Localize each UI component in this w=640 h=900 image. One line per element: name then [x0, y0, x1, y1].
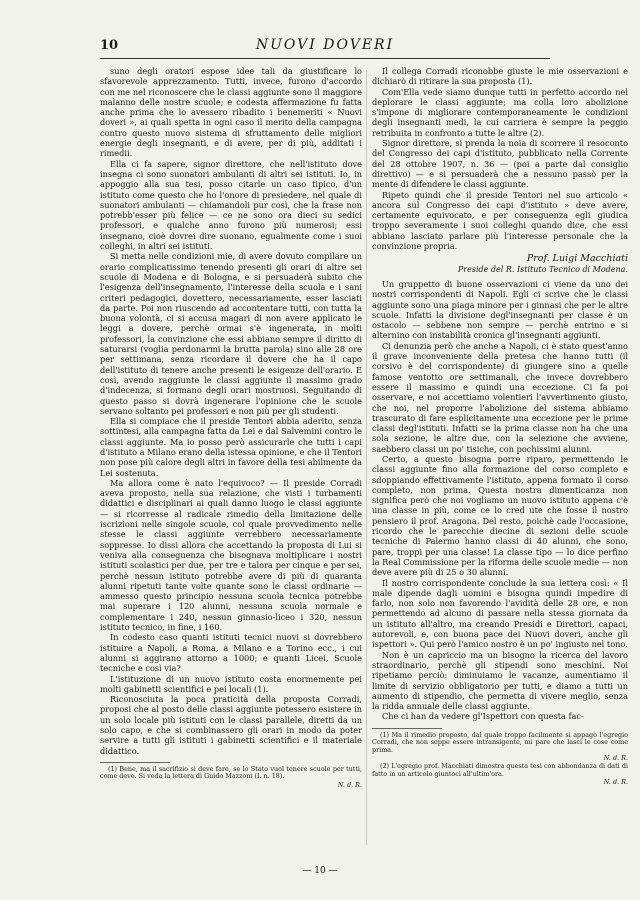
left-column — [100, 66, 362, 790]
paragraph: Signor direttore, si prenda la noia di scorrere il resoconto del Congresso dei capi d'istituto, pubblicato nella Corrente del 28 ottobre 1907, n. 36 — (poi a parte dal consiglio direttivo) — e si persuaderà che a nessuno passò per la mente di difendere le classi aggiunte. — [372, 138, 628, 190]
journal-title: NUOVI DOVERI — [255, 37, 395, 53]
footnote-separator — [372, 728, 442, 729]
footnotes — [372, 732, 628, 787]
footnotes — [100, 766, 362, 790]
paragraph: Il collega Corradi riconobbe giuste le mie osservazioni e dichiarò di ritirare la sua proposta (1). — [372, 66, 628, 87]
signature-block — [372, 254, 628, 275]
running-header — [100, 36, 550, 59]
paragraph: L'istituzione di un nuovo istituto costa enormemente pei molti gabinetti scientifici e pei locali (1). — [100, 673, 362, 694]
paragraph: Si metta nelle condizioni mie, di avere dovuto compilare un orario complicatissimo tenendo presenti gli orari di altre sei scuole di Modena e di Bologna, e si persuaderà subito che l'esigenza dell'insegnamento, l'interesse della scuola e i sani criteri pedagogici, dovettero, necessariamente, esser lasciati da parte. Poi non riuscendo ad accontentare tutti, con tutta la buona volontà, ci si accusa magari di non avere applicato le leggi a dovere, perchè ormai s'è ingenerata, in molti professori, la convinzione che essi abbiano sempre il diritto di saturarsi (voglia perdonarmi la brutta parola) sino alle 28 ore per settimana, senza ricordare il dovere che ha il capo dell'istituto di tenere anche presenti le esigenze dell'orario. E così, avendo raggiunte le classi aggiunte il massimo grado d'indecenza, si formano degli orari mostruosi. Seguitando di questo passo si dovrà ingenerare l'opinione che le scuole servano soltanto pei professori e non più per gli studenti. — [100, 251, 362, 416]
footnote-sign: N. d. R. — [337, 781, 362, 790]
footnote-separator — [100, 762, 170, 763]
signature-name: Prof. Luigi Macchiati — [526, 253, 628, 265]
page-footer: — 10 — — [302, 866, 338, 876]
right-column — [372, 66, 628, 787]
paragraph: Un gruppetto di buone osservazioni ci viene da uno dei nostri corrispondenti di Napoli. Egli ci scrive che le classi aggiunte sono una piaga minore per i ginnasi che per le altre scuole. Infatti la divisione degl'insegnanti per classe è un ostacolo — sebbene non sempre — perchè entrino e si alternino con instabilità cronica gl'insegnanti aggiunti. — [372, 278, 628, 341]
footnote: (1) Ma il rimedio proposto, dal quale troppo facilmente si appagò l'egregio Corradi, che non seppe essere intransigente, mi pare che lasci le cose come prima. — [372, 730, 628, 754]
paragraph: Ella ci fa sapere, signor direttore, che nell'istituto dove insegna ci sono suonatori ambulanti di altri sei istituti. Io, in appoggio alla sua tesi, posso citarle un caso tipico, d'un istituto come questo che ho l'onore di presiedere, nel quale di suonatori ambulanti — chiamandoli pur così, che la frase non potrebb'esser più felice — ce ne sono ora dieci su sedici professori, e qualche anno furono più numerosi; essi insegnano, cioè dovrei dire suonano, egualmente come i suoi colleghi, in altri sei istituti. — [100, 158, 362, 252]
footnote: (2) L'egregio prof. Macchiati dimostra questa tesi con abbondanza di dati di fatto in un articolo giuntoci all'ultim'ora. — [372, 762, 628, 778]
footnote-sign: N. d. R. — [603, 754, 628, 763]
column-divider — [366, 70, 367, 845]
page-number: 10 — [100, 38, 119, 53]
paragraph: Com'Ella vede siamo dunque tutti in perfetto accordo nel deplorare le classi aggiunte; ma colla loro abolizione s'impone di migliorare contemporaneamente le condizioni degli insegnanti medi, la cui carriera è sempre la peggio retribuita in confronto a tutte le altre (2). — [372, 86, 628, 138]
footnote-sign: N. d. R. — [603, 778, 628, 787]
footnote: (1) Bene, ma il sacrifizio si deve fare, se lo Stato vuol tenere scuole per tutti, come deve. Si veda la lettera di Guido Mazzoni (I. n. 18). — [100, 764, 362, 781]
paragraph: Ella si compiace che il preside Tentori abbia aderito, senza sottintesi, alla campagna fatta da Lei e dal Salvemini contro le classi aggiunte. Ma io posso però assicurarle che tutti i capi d'istituto a Milano erano della istessa opinione, e che il Tentori non pose più calore degli altri in favore della tesi abilmente da Lei sostenuta. — [100, 416, 362, 478]
paragraph: Ci denunzia però che anche a Napoli, ci è stato quest'anno il grave inconveniente della pretesa che hanno tutti (il corsivo è del corrispondente) di giungere sino a quelle famose ventotto ore settimanali, che invece dovrebbero essere il massimo e quindi una eccezione. Ci fa poi osservare, e noi accettiamo volentieri l'avvertimento giusto, che noi, nel proporre l'abolizione del sistema abbiamo trascurato di fare esplicitamente una eccezione per le prime classi degl'istituti. Infatti se la prima classe non ha che una sola sezione, le altre due, con la selezione che avviene, saebbero classi un po' tisiche, con pochissimi alunni. — [372, 340, 628, 454]
paragraph: Ripeto quindi che il preside Tentori nel suo articolo « ancora sul Congresso dei capi d'istituto » deve avere, certamente equivocato, e per conseguenza egli giudica troppo severamente i suoi colleghi quando dice, che essi abbiano lasciato parlare più l'interesse personale che la convinzione propria. — [372, 189, 628, 252]
paragraph: Il nostro corrispondente conclude la sua lettera così: « Il male dipende dagli uomini e bisogna quindi impedire di farlo, non solo non favorendo l'avidità delle 28 ore, e non permettendo ad alcuno di passare nella stessa giornata da un istituto all'altro, ma creando Presidi e Direttori, capaci, autorevoli, e, con buona pace dei Nuovi doveri, anche gli ispettori ». Qui però l'amico nostro è un po' ingiusto nel tono. — [372, 577, 628, 650]
paragraph: Ma allora come è nato l'equivoco? — Il preside Corradi aveva proposto, nella sua relazione, che visti i turbamenti didattici e disciplinari ai quali danno luogo le classi aggiunte — si ricorresse al radicale rimedio della limitazione delle iscrizioni nelle singole scuole, col quale provvedimento nelle stesse le classi aggiunte verrebbero necessariamente soppresse. Io dissi allora che accettando la proposta di Lui si veniva alla conseguenza che bisognava moltiplicare i nostri istituti scolastici per due, per tre e talora per cinque e per sei, perchè nessun istituto potrebbe avere di più di quaranta alunni ripetuti tante volte quante sono le classi ordinarie — ammesso questo principio nessuna scuola tecnica potrebbe mai superare i 120 alunni, nessuna scuola normale e complementare i 240, nessun ginnasio-liceo i 320, nessun istituto tecnico, in fine, i 160. — [100, 477, 362, 633]
paragraph: Non è un capriccio ma un bisogno la ricerca del lavoro straordinario, perchè gli stipendi sono meschini. Noi ripetiamo perciò: diminuiamo le vacanze, aumentiamo il limite di servizio obbligatorio per tutti, e diamo a tutti un aumento di stipendio, che permetta di vivere meglio, senza la ridda annuale delle classi aggiunte. — [372, 649, 628, 712]
paragraph: Certo, a questo bisogna porre riparo, permettendo le classi aggiunte fino alla formazione del corso completo e sdoppiando effettivamente l'istituto, appena formato il corso completo, non prima. Questa nostra dimenticanza non significa però che noi vogliamo un nuovo istituto appena c'è una classe in più, come ce lo cred ute che fosse il nostro pensiero il prof. Aragona. Del resto, poichè cade l'occasione, ricordo che le parecchie diecine di sezioni delle scuole tecniche di Palermo hanno classi di 40 alunni, che sono, pare, troppi per una classe! La classe tipo — lo dice perfino la Real Commissione per la riforma delle scuole medie — non deve avere più di 25 o 30 alunni. — [372, 453, 628, 578]
signature-role: Preside del R. Istituto Tecnico di Modena. — [457, 264, 628, 274]
paragraph: In codesto caso quanti istituti tecnici nuovi si dovrebbero istituire a Napoli, a Roma, a Milano e a Torino ecc., i cui alunni si aggirano attorno a 1000; e quanti Licei, Scuole tecniche e così via? — [100, 632, 362, 674]
paragraph: suno degli oratori espose idee tali da giustificare lo sfavorevole apprezzamento. Tutti, invece, furono d'accordo con me nel riconoscere che le classi aggiunte sono il maggiore malanno delle nostre scuole; e codesta affermazione fu fatta anche prima che lo avessero ribadito i benemeriti « Nuovi doveri », ai quali spetta in ogni caso il merito della campagna contro questo nuovo sistema di sfruttamento delle migliori energie degli insegnanti, e di avere, per di più, additati i rimedii. — [100, 66, 362, 159]
paragraph: Che ci han da vedere gl'Ispettori con questa fac- — [382, 711, 584, 722]
paragraph: Riconosciuta la poca praticità della proposta Corradi, proposi che al posto delle classi aggiunte potessero esistere in un solo locale più istituti con le classi parallele, diretti da un solo capo, e che si combinassero gli orari in modo da poter servire a tutti gli istituti i gabinetti scientifici e il materiale didattico. — [100, 694, 362, 756]
